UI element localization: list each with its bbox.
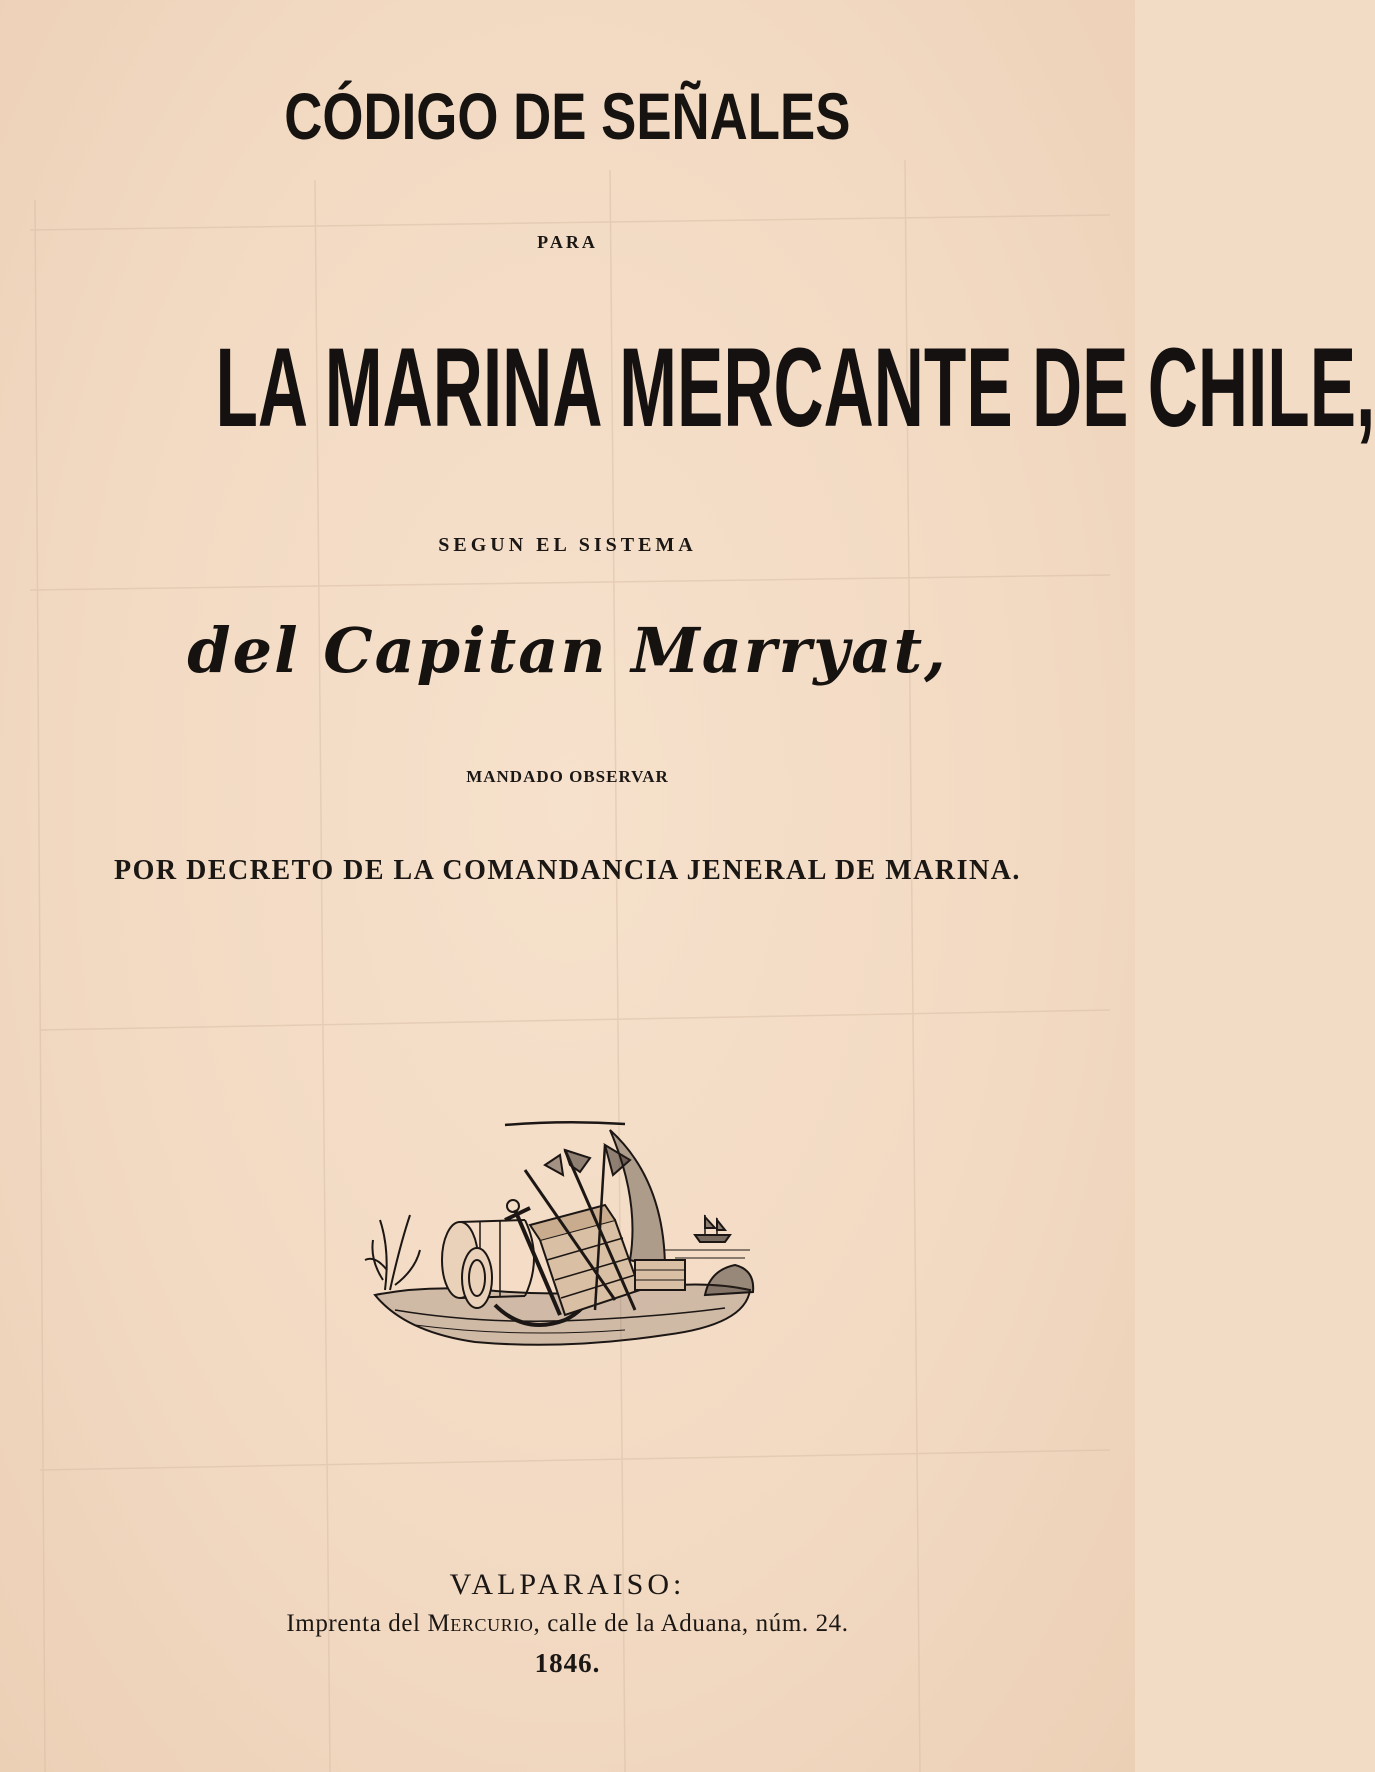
imprint-printer [0,1610,1135,1638]
imprint-year: 1846. [534,1648,601,1678]
imprint-printer-name: Mercurio [427,1610,534,1637]
title-para: PARA [537,232,598,252]
imprint-printer-suffix: , calle de la Aduana, núm. 24. [533,1610,849,1637]
title-marina-mercante: LA MARINA MERCANTE DE CHILE, [215,325,1375,450]
subtitle-decreto: POR DECRETO DE LA COMANDANCIA JENERAL DE MARINA. [114,855,1021,886]
imprint-place: VALPARAISO: [449,1568,686,1601]
imprint-printer-prefix: Imprenta del [286,1610,421,1637]
subtitle-segun-el-sistema: SEGUN EL SISTEMA [438,534,697,556]
title-codigo-de-senales: CÓDIGO DE SEÑALES [284,79,851,153]
maritime-vignette-icon [365,1120,760,1355]
subtitle-mandado-observar: MANDADO OBSERVAR [466,767,669,786]
subtitle-capitan-marryat: del Capitan Marryat, [187,614,948,687]
